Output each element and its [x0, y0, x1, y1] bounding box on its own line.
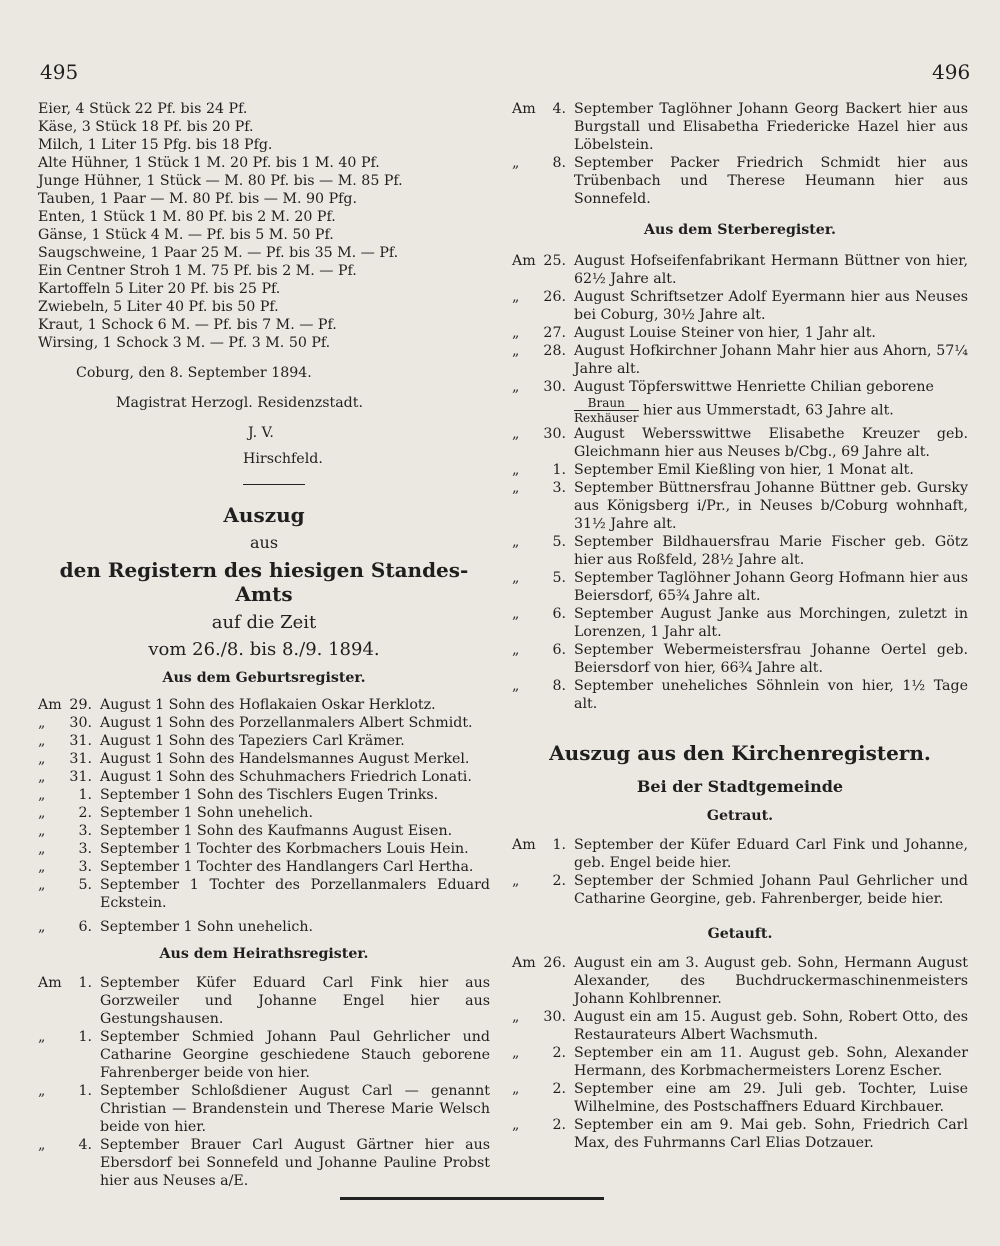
births-heading: Aus dem Geburtsregister.: [162, 670, 366, 686]
marriages-list: [38, 974, 490, 1190]
marriages-heading: Aus dem Heirathsregister.: [159, 946, 369, 962]
list-item: „ 5. September 1 Tochter des Porzellanmalers Eduard Eckstein.: [38, 877, 490, 911]
standesamt-aus: aus: [249, 533, 279, 552]
authority: Magistrat Herzogl. Residenzstadt.: [116, 395, 363, 411]
price-line: Kartoffeln 5 Liter 20 Pf. bis 25 Pf.: [38, 281, 281, 297]
left-column: [38, 100, 490, 1190]
church-baptized-list: [512, 954, 968, 1152]
list-item: „ 4. September Brauer Carl August Gärtner hier aus Ebersdorf bei Sonnefeld und Johanne Pauline Probst hier aus Neuses a/E.: [38, 1137, 490, 1189]
list-item: „ 2. September eine am 29. Juli geb. Tochter, Luise Wilhelmine, des Postschaffners Eduard Kirchbauer.: [512, 1081, 968, 1115]
price-line: Kraut, 1 Schock 6 M. — Pf. bis 7 M. — Pf.: [38, 317, 337, 333]
list-item: Am 4. September Taglöhner Johann Georg Backert hier aus Burgstall und Elisabetha Friedericke Hazel hier aus Löbelstein.: [512, 101, 968, 153]
price-line: Saugschweine, 1 Paar 25 M. — Pf. bis 35 M. — Pf.: [38, 245, 399, 261]
list-item: „ 1. September Emil Kießling von hier, 1 Monat alt.: [512, 462, 914, 478]
price-line: Junge Hühner, 1 Stück — M. 80 Pf. bis — M. 85 Pf.: [38, 173, 403, 189]
list-item: „ 6. September 1 Sohn unehelich.: [38, 919, 313, 935]
list-item: „ 3. September 1 Tochter des Handlangers Carl Hertha.: [38, 859, 474, 875]
list-item: „ 27. August Louise Steiner von hier, 1 Jahr alt.: [512, 325, 876, 341]
deaths-list: [512, 252, 968, 713]
list-item: „ 28. August Hofkirchner Johann Mahr hier aus Ahorn, 57¼ Jahre alt.: [512, 343, 968, 377]
right-column: [512, 100, 968, 1152]
list-item: „ 2. September 1 Sohn unehelich.: [38, 805, 313, 821]
price-line: Käse, 3 Stück 18 Pf. bis 20 Pf.: [38, 119, 254, 135]
price-list: [38, 100, 490, 352]
price-line: Gänse, 1 Stück 4 M. — Pf. bis 5 M. 50 Pf.: [38, 227, 334, 243]
list-item: „ 30. August Töpferswittwe Henriette Chilian geborene Braun Rexhäuser hier aus Ummerstadt, 63 Jahre alt.: [512, 379, 934, 425]
price-line: Alte Hühner, 1 Stück 1 M. 20 Pf. bis 1 M. 40 Pf.: [38, 155, 380, 171]
page-number-right: 496: [932, 60, 971, 84]
list-item: „ 30. August 1 Sohn des Porzellanmalers Albert Schmidt.: [38, 715, 473, 731]
list-item: „ 8. September uneheliches Söhnlein von hier, 1½ Tage alt.: [512, 678, 968, 712]
list-item: „ 3. September 1 Tochter des Korbmachers Louis Hein.: [38, 841, 469, 857]
list-item: „ 6. September Webermeistersfrau Johanne Oertel geb. Beiersdorf von hier, 66¾ Jahre alt.: [512, 642, 968, 676]
church-title: Auszug aus den Kirchenregistern.: [549, 741, 931, 765]
continued-marriages: [512, 100, 968, 208]
list-item: Am 25. August Hofseifenfabrikant Hermann Büttner von hier, 62½ Jahre alt.: [512, 253, 968, 287]
list-item: „ 30. August Webersswittwe Elisabethe Kreuzer geb. Gleichmann hier aus Neuses b/Cbg., 69 Jahre alt.: [512, 426, 968, 460]
list-item: „ 1. September 1 Sohn des Tischlers Eugen Trinks.: [38, 787, 439, 803]
list-item: Am 29. August 1 Sohn des Hoflakaien Oskar Herklotz.: [38, 697, 436, 713]
list-item: „ 1. September Schloßdiener August Carl — genannt Christian — Brandenstein und Therese Marie Welsch beide von hier.: [38, 1083, 490, 1135]
list-item: „ 5. September Bildhauersfrau Marie Fischer geb. Götz hier aus Roßfeld, 28½ Jahre alt.: [512, 534, 968, 568]
list-item: „ 2. September der Schmied Johann Paul Gehrlicher und Catharine Georgine, geb. Fahrenberger, beide hier.: [512, 873, 968, 907]
list-item: Am 1. September Küfer Eduard Carl Fink hier aus Gorzweiler und Johanne Engel hier aus Gestungshausen.: [38, 975, 490, 1027]
price-line: Zwiebeln, 5 Liter 40 Pf. bis 50 Pf.: [38, 299, 279, 315]
deaths-heading: Aus dem Sterberegister.: [644, 222, 836, 238]
price-line: Wirsing, 1 Schock 3 M. — Pf. 3 M. 50 Pf.: [38, 335, 331, 351]
price-line: Ein Centner Stroh 1 M. 75 Pf. bis 2 M. — Pf.: [38, 263, 357, 279]
deputy-mark: J. V.: [248, 425, 274, 441]
standesamt-registers: den Registern des hiesigen Standes-Amts: [59, 558, 469, 606]
list-item: Am 1. September der Küfer Eduard Carl Fink und Johanne, geb. Engel beide hier.: [512, 837, 968, 871]
maiden-name-fraction: Braun Rexhäuser: [574, 396, 639, 425]
baptized-heading: Getauft.: [707, 926, 773, 942]
signatory-name: Hirschfeld.: [243, 451, 323, 467]
list-item: „ 8. September Packer Friedrich Schmidt hier aus Trübenbach und Therese Heumann hier aus Sonnefeld.: [512, 155, 968, 207]
list-item: „ 2. September ein am 9. Mai geb. Sohn, Friedrich Carl Max, des Fuhrmanns Carl Elias Dotzauer.: [512, 1117, 968, 1151]
price-line: Milch, 1 Liter 15 Pfg. bis 18 Pfg.: [38, 137, 273, 153]
period: vom 26./8. bis 8./9. 1894.: [148, 639, 380, 660]
list-item: „ 26. August Schriftsetzer Adolf Eyermann hier aus Neuses bei Coburg, 30½ Jahre alt.: [512, 289, 968, 323]
page-number-left: 495: [40, 60, 79, 84]
list-item: „ 30. August ein am 15. August geb. Sohn, Robert Otto, des Restaurateurs Albert Wachsmuth.: [512, 1009, 968, 1043]
list-item: „ 31. August 1 Sohn des Tapeziers Carl Krämer.: [38, 733, 405, 749]
standesamt-title: Auszug: [223, 503, 305, 527]
list-item: „ 31. August 1 Sohn des Handelsmannes August Merkel.: [38, 751, 470, 767]
church-subtitle: Bei der Stadtgemeinde: [636, 777, 844, 796]
price-line: Tauben, 1 Paar — M. 80 Pf. bis — M. 90 Pfg.: [38, 191, 357, 207]
list-item: „ 31. August 1 Sohn des Schuhmachers Friedrich Lonati.: [38, 769, 472, 785]
price-line: Eier, 4 Stück 22 Pf. bis 24 Pf.: [38, 101, 248, 117]
place-date: Coburg, den 8. September 1894.: [76, 365, 312, 381]
list-item: „ 6. September August Janke aus Morchingen, zuletzt in Lorenzen, 1 Jahr alt.: [512, 606, 968, 640]
list-item: Am 26. August ein am 3. August geb. Sohn, Hermann August Alexander, des Buchdruckermaschinenmeisters Johann Kohlbrenner.: [512, 955, 968, 1007]
list-item: „ 1. September Schmied Johann Paul Gehrlicher und Catharine Georgine geschiedene Stauch geborene Fahrenberger beide von hier.: [38, 1029, 490, 1081]
price-line: Enten, 1 Stück 1 M. 80 Pf. bis 2 M. 20 Pf.: [38, 209, 336, 225]
list-item: „ 3. September Büttnersfrau Johanne Büttner geb. Gursky aus Königsberg i/Pr., in Neuses b/Coburg wohnhaft, 31½ Jahre alt.: [512, 480, 968, 532]
list-item: „ 2. September ein am 11. August geb. Sohn, Alexander Hermann, des Korbmachermeisters Lorenz Escher.: [512, 1045, 968, 1079]
church-married-list: [512, 836, 968, 908]
list-item: „ 5. September Taglöhner Johann Georg Hofmann hier aus Beiersdorf, 65¾ Jahre alt.: [512, 570, 968, 604]
married-heading: Getraut.: [706, 808, 774, 824]
period-label: auf die Zeit: [211, 612, 317, 633]
bottom-rule: [340, 1197, 604, 1200]
births-list: [38, 696, 490, 936]
list-item: „ 3. September 1 Sohn des Kaufmanns August Eisen.: [38, 823, 453, 839]
